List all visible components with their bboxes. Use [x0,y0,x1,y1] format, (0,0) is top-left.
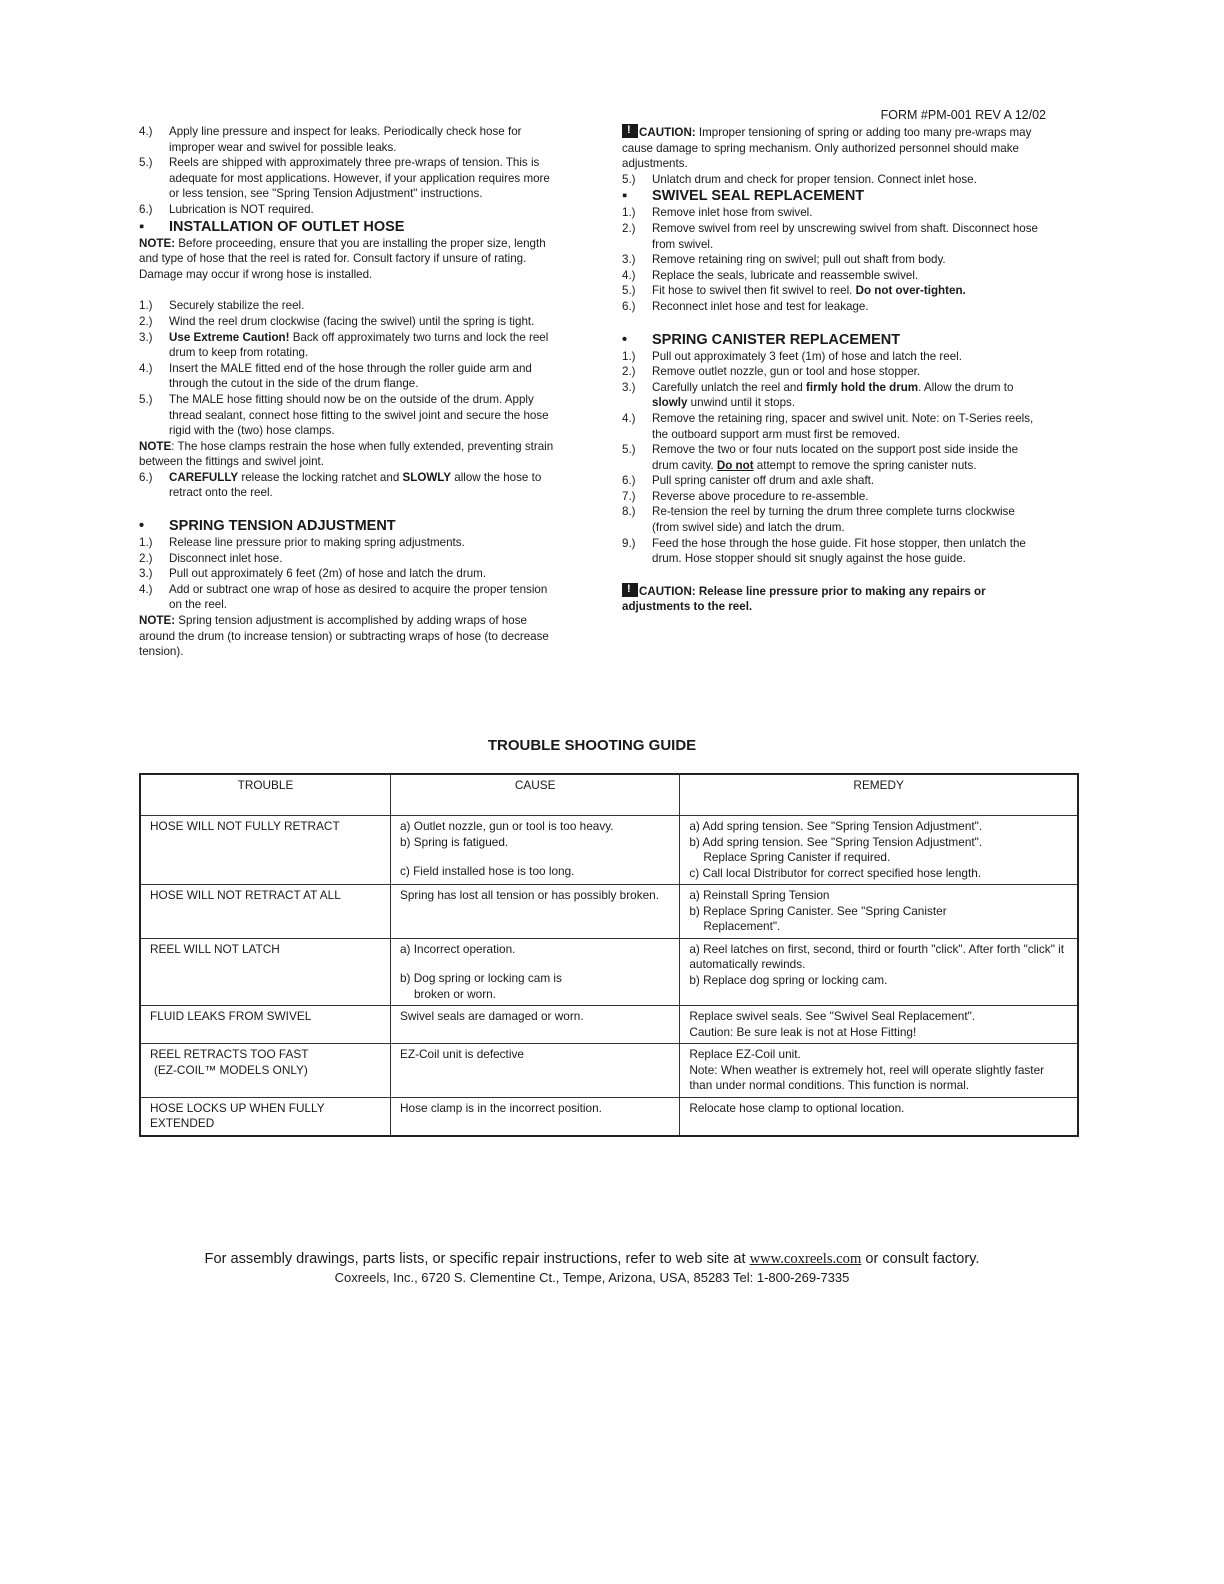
list-item: 6.) Pull spring canister off drum and axle shaft. [622,474,875,488]
table-row [140,816,1078,885]
list-item: 1.) Securely stabilize the reel. [139,299,305,313]
column-header: CAUSE [391,774,680,816]
list-item: 5.) Remove the two or four nuts located on the support post side inside the drum cavity. Do not attempt to remove the spring canister nuts. [622,443,1019,472]
list-item: 1.) Release line pressure prior to making spring adjustments. [139,536,465,550]
trouble-cell: HOSE WILL NOT FULLY RETRACT [140,816,391,885]
caution-note-2: !CAUTION: Release line pressure prior to making any repairs or adjustments to the reel. [622,583,1040,615]
guide-title: TROUBLE SHOOTING GUIDE [487,737,697,754]
table-row [140,1006,1078,1044]
right-column [622,124,1040,615]
remedy-cell: Relocate hose clamp to optional location. [680,1097,1078,1136]
list-item: 4.) Remove the retaining ring, spacer and swivel unit. Note: on T-Series reels, the outboard support arm must first be removed. [622,411,1034,441]
table-header-row [140,774,1078,816]
form-id: FORM #PM-001 REV A 12/02 [880,108,1046,122]
remedy-cell: a) Reinstall Spring Tension b) Replace Spring Canister. See "Spring Canister Replacement". [680,885,1078,939]
section-heading-swivel-seal: ▪ SWIVEL SEAL REPLACEMENT [622,188,865,205]
footer-line-1: For assembly drawings, parts lists, or specific repair instructions, refer to web site at www.coxreels.com or consult factory. [204,1251,980,1267]
trouble-cell: REEL WILL NOT LATCH [140,938,391,1006]
list-item: 6.) CAREFULLY release the locking ratchet and SLOWLY allow the hose to retract onto the reel. [139,470,542,500]
trouble-cell: HOSE LOCKS UP WHEN FULLY EXTENDED [140,1097,391,1136]
remedy-cell: a) Add spring tension. See "Spring Tension Adjustment". b) Add spring tension. See "Spring Tension Adjustment". Replace Spring Canister if required. c) Call local Distributor for correct specified hose length. [680,816,1078,885]
list-item: 8.) Re-tension the reel by turning the drum three complete turns clockwise (from swivel side) and latch the drum. [622,505,1015,535]
list-item: 5.) Unlatch drum and check for proper tension. Connect inlet hose. [622,172,977,186]
list-item: 2.) Wind the reel drum clockwise (facing the swivel) until the spring is tight. [139,314,535,328]
trouble-cell: FLUID LEAKS FROM SWIVEL [140,1006,391,1044]
item-number: 6.) [139,202,153,216]
cause-cell: a) Outlet nozzle, gun or tool is too heavy. b) Spring is fatigued. c) Field installed hose is too long. [391,816,680,885]
item-text: Lubrication is NOT required. [169,202,314,216]
item-number: 5.) [139,156,153,170]
trouble-shooting-table [139,773,1079,1137]
list-item: 2.) Disconnect inlet hose. [139,551,283,565]
cause-cell: Spring has lost all tension or has possibly broken. [391,885,680,939]
outlet-note: NOTE: Before proceeding, ensure that you are installing the proper size, length and type of hose that the reel is rated for. Consult factory if unsure of rating. Damage may occur if wrong hose is installed. [139,236,546,281]
remedy-cell: Replace swivel seals. See "Swivel Seal Replacement". Caution: Be sure leak is not at Hose Fitting! [680,1006,1078,1044]
column-header: TROUBLE [140,774,391,816]
list-item: 9.) Feed the hose through the hose guide. Fit hose stopper, then unlatch the drum. Hose stopper should sit snugly against the hose guide. [622,536,1026,566]
list-item: 4.) Add or subtract one wrap of hose as desired to acquire the proper tension on the reel. [139,582,548,612]
table-row [140,885,1078,939]
trouble-cell: REEL RETRACTS TOO FAST (EZ-COIL™ MODELS ONLY) [140,1044,391,1098]
tension-note: NOTE: Spring tension adjustment is accomplished by adding wraps of hose around the drum (to increase tension) or subtracting wraps of hose (to decrease tension). [139,614,549,659]
list-item: 3.) Use Extreme Caution! Back off approximately two turns and lock the reel drum to keep from rotating. [139,330,549,360]
list-item [139,202,559,218]
list-item: 1.) Remove inlet hose from swivel. [622,206,813,220]
cause-cell: EZ-Coil unit is defective [391,1044,680,1098]
list-item: 3.) Remove retaining ring on swivel; pull out shaft from body. [622,253,946,267]
section-heading-outlet-hose: ▪ INSTALLATION OF OUTLET HOSE [139,218,405,235]
table-row [140,1097,1078,1136]
list-item: 3.) Pull out approximately 6 feet (2m) of hose and latch the drum. [139,567,487,581]
website-link[interactable]: www.coxreels.com [749,1251,862,1267]
list-item: 7.) Reverse above procedure to re-assemble. [622,489,869,503]
warning-icon [622,124,638,138]
section-heading-spring-canister: • SPRING CANISTER REPLACEMENT [622,331,901,348]
left-column [139,124,559,660]
footer-line-2: Coxreels, Inc., 6720 S. Clementine Ct., Tempe, Arizona, USA, 85283 Tel: 1-800-269-7335 [334,1270,850,1285]
caution-note-1: !CAUTION: Improper tensioning of spring or adding too many pre-wraps may cause damage to spring mechanism. Only authorized personnel should make adjustments. [622,124,1040,172]
cause-cell: Swivel seals are damaged or worn. [391,1006,680,1044]
warning-icon [622,583,638,597]
remedy-cell: Replace EZ-Coil unit. Note: When weather is extremely hot, reel will operate slightly faster than under normal conditions. This function is normal. [680,1044,1078,1098]
list-item: 5.) Fit hose to swivel then fit swivel to reel. Do not over-tighten. [622,284,966,298]
item-text: Apply line pressure and inspect for leaks. Periodically check hose for improper wear and swivel for possible leaks. [169,125,522,154]
column-header: REMEDY [680,774,1078,816]
remedy-cell: a) Reel latches on first, second, third or fourth "click". After forth "click" it automatically rewinds. b) Replace dog spring or locking cam. [680,938,1078,1006]
list-item: 2.) Remove swivel from reel by unscrewing swivel from shaft. Disconnect hose from swivel. [622,221,1038,251]
cause-cell: Hose clamp is in the incorrect position. [391,1097,680,1136]
list-item: 4.) Replace the seals, lubricate and reassemble swivel. [622,268,919,282]
outlet-note-2: NOTE: The hose clamps restrain the hose when fully extended, preventing strain between the fittings and swivel joint. [139,439,554,469]
list-item [139,155,559,202]
list-item: 5.) The MALE hose fitting should now be on the outside of the drum. Apply thread sealant, connect hose fitting to the swivel joint and secure the hose rigid with the (two) hose clamps. [139,392,549,438]
list-item [139,124,559,155]
list-item: 4.) Insert the MALE fitted end of the hose through the roller guide arm and through the cutout in the side of the drum flange. [139,361,532,391]
list-item: 6.) Reconnect inlet hose and test for leakage. [622,299,869,313]
trouble-cell: HOSE WILL NOT RETRACT AT ALL [140,885,391,939]
list-item: 1.) Pull out approximately 3 feet (1m) of hose and latch the reel. [622,349,962,363]
table-row [140,938,1078,1006]
section-heading-spring-tension: • SPRING TENSION ADJUSTMENT [139,518,396,535]
item-number: 4.) [139,125,153,138]
cause-cell: a) Incorrect operation. b) Dog spring or locking cam is broken or worn. [391,938,680,1006]
list-item: 3.) Carefully unlatch the reel and firmly hold the drum. Allow the drum to slowly unwind until it stops. [622,380,1014,410]
list-item: 2.) Remove outlet nozzle, gun or tool and hose stopper. [622,365,921,379]
table-row [140,1044,1078,1098]
item-text: Reels are shipped with approximately three pre-wraps of tension. This is adequate for most applications. However, if your application requires more or less tension, see "Spring Tension Adjustment" instructions. [169,156,550,201]
